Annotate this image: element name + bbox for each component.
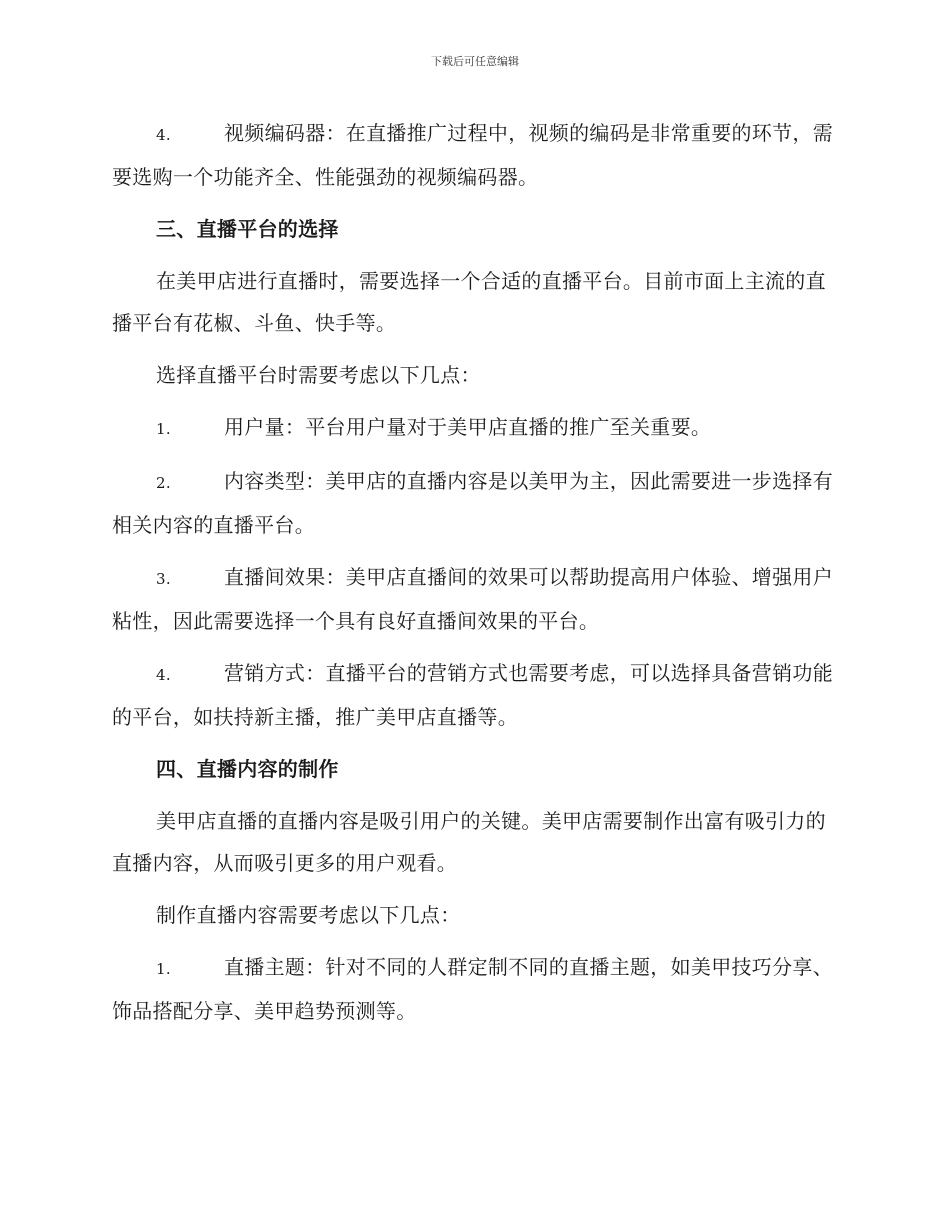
- page-header: 下载后可任意编辑: [431, 55, 519, 68]
- list-number: 4.: [156, 126, 171, 144]
- list-item-text: 内容类型：美甲店的直播内容是以美甲为主，因此需要进一步选择有相关内容的直播平台。: [112, 469, 833, 537]
- list-number: 4.: [156, 666, 171, 684]
- list-number: 1.: [156, 420, 171, 438]
- list-number: 1.: [156, 960, 171, 978]
- list-item: [112, 406, 838, 450]
- list-item-text: 营销方式：直播平台的营销方式也需要考虑，可以选择具备营销功能的平台，如扶持新主播，推广美甲店直播等。: [112, 661, 833, 729]
- section-heading: 三、直播平台的选择: [156, 217, 339, 241]
- paragraph: 在美甲店进行直播时，需要选择一个合适的直播平台。目前市面上主流的直播平台有花椒、斗鱼、快手等。: [112, 269, 826, 335]
- list-item-text: 直播主题：针对不同的人群定制不同的直播主题，如美甲技巧分享、饰品搭配分享、美甲趋势预测等。: [112, 955, 833, 1023]
- list-item: [112, 652, 838, 738]
- section-heading: 四、直播内容的制作: [156, 757, 339, 781]
- list-item: [112, 556, 838, 642]
- list-item-text: 直播间效果：美甲店直播间的效果可以帮助提高用户体验、增强用户粘性，因此需要选择一个具有良好直播间效果的平台。: [112, 565, 833, 633]
- paragraph: 制作直播内容需要考虑以下几点：: [156, 903, 461, 927]
- list-item: [112, 460, 838, 546]
- list-number: 3.: [156, 570, 171, 588]
- paragraph: 美甲店直播的直播内容是吸引用户的关键。美甲店需要制作出富有吸引力的直播内容，从而吸引更多的用户观看。: [112, 809, 826, 875]
- paragraph: 选择直播平台时需要考虑以下几点：: [156, 363, 481, 387]
- document-body: [112, 112, 838, 1042]
- list-item: [112, 946, 838, 1032]
- list-item-text: 视频编码器：在直播推广过程中，视频的编码是非常重要的环节，需要选购一个功能齐全、性能强劲的视频编码器。: [112, 121, 833, 189]
- list-item-text: 用户量：平台用户量对于美甲店直播的推广至关重要。: [224, 415, 712, 439]
- list-number: 2.: [156, 474, 171, 492]
- list-item: [112, 112, 838, 198]
